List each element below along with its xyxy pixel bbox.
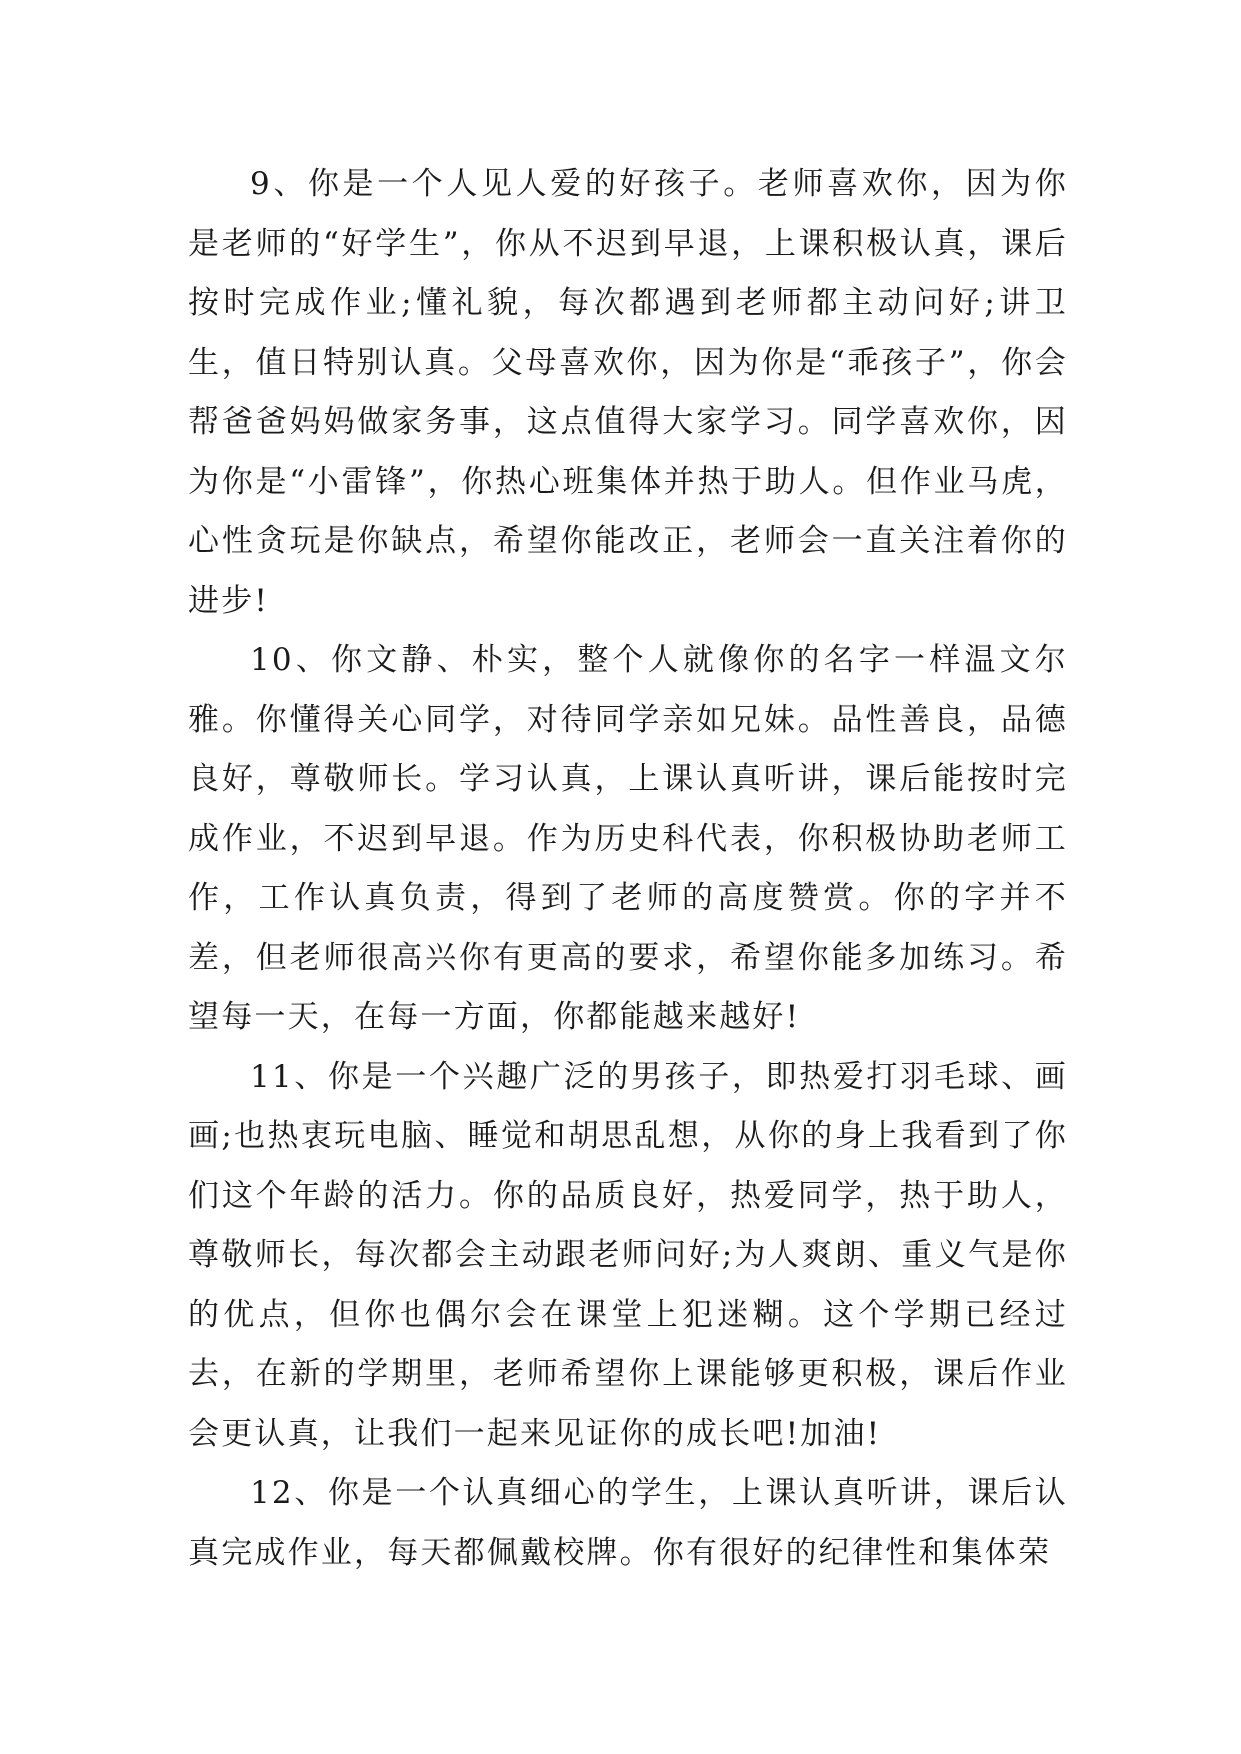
document-body — [188, 155, 1068, 1583]
paragraph-10: 10、你文静、朴实，整个人就像你的名字一样温文尔雅。你懂得关心同学，对待同学亲如兄妹。品性善良，品德良好，尊敬师长。学习认真，上课认真听讲，课后能按时完成作业，不迟到早退。作为历史科代表，你积极协助老师工作，工作认真负责，得到了老师的高度赞赏。你的字并不差，但老师很高兴你有更高的要求，希望你能多加练习。希望每一天，在每一方面，你都能越来越好! — [188, 642, 1068, 1035]
paragraph-11: 11、你是一个兴趣广泛的男孩子，即热爱打羽毛球、画画;也热衷玩电脑、睡觉和胡思乱想，从你的身上我看到了你们这个年龄的活力。你的品质良好，热爱同学，热于助人，尊敬师长，每次都会主动跟老师问好;为人爽朗、重义气是你的优点，但你也偶尔会在课堂上犯迷糊。这个学期已经过去，在新的学期里，老师希望你上课能够更积极，课后作业会更认真，让我们一起来见证你的成长吧!加油! — [188, 1058, 1068, 1452]
paragraph-12: 12、你是一个认真细心的学生，上课认真听讲，课后认真完成作业，每天都佩戴校牌。你有很好的纪律性和集体荣 — [188, 1475, 1068, 1571]
paragraph-9: 9、你是一个人见人爱的好孩子。老师喜欢你，因为你是老师的“好学生”，你从不迟到早退，上课积极认真，课后按时完成作业;懂礼貌，每次都遇到老师都主动问好;讲卫生，值日特别认真。父母喜欢你，因为你是“乖孩子”，你会帮爸爸妈妈做家务事，这点值得大家学习。同学喜欢你，因为你是“小雷锋”，你热心班集体并热于助人。但作业马虎，心性贪玩是你缺点，希望你能改正，老师会一直关注着你的进步! — [188, 166, 1068, 619]
